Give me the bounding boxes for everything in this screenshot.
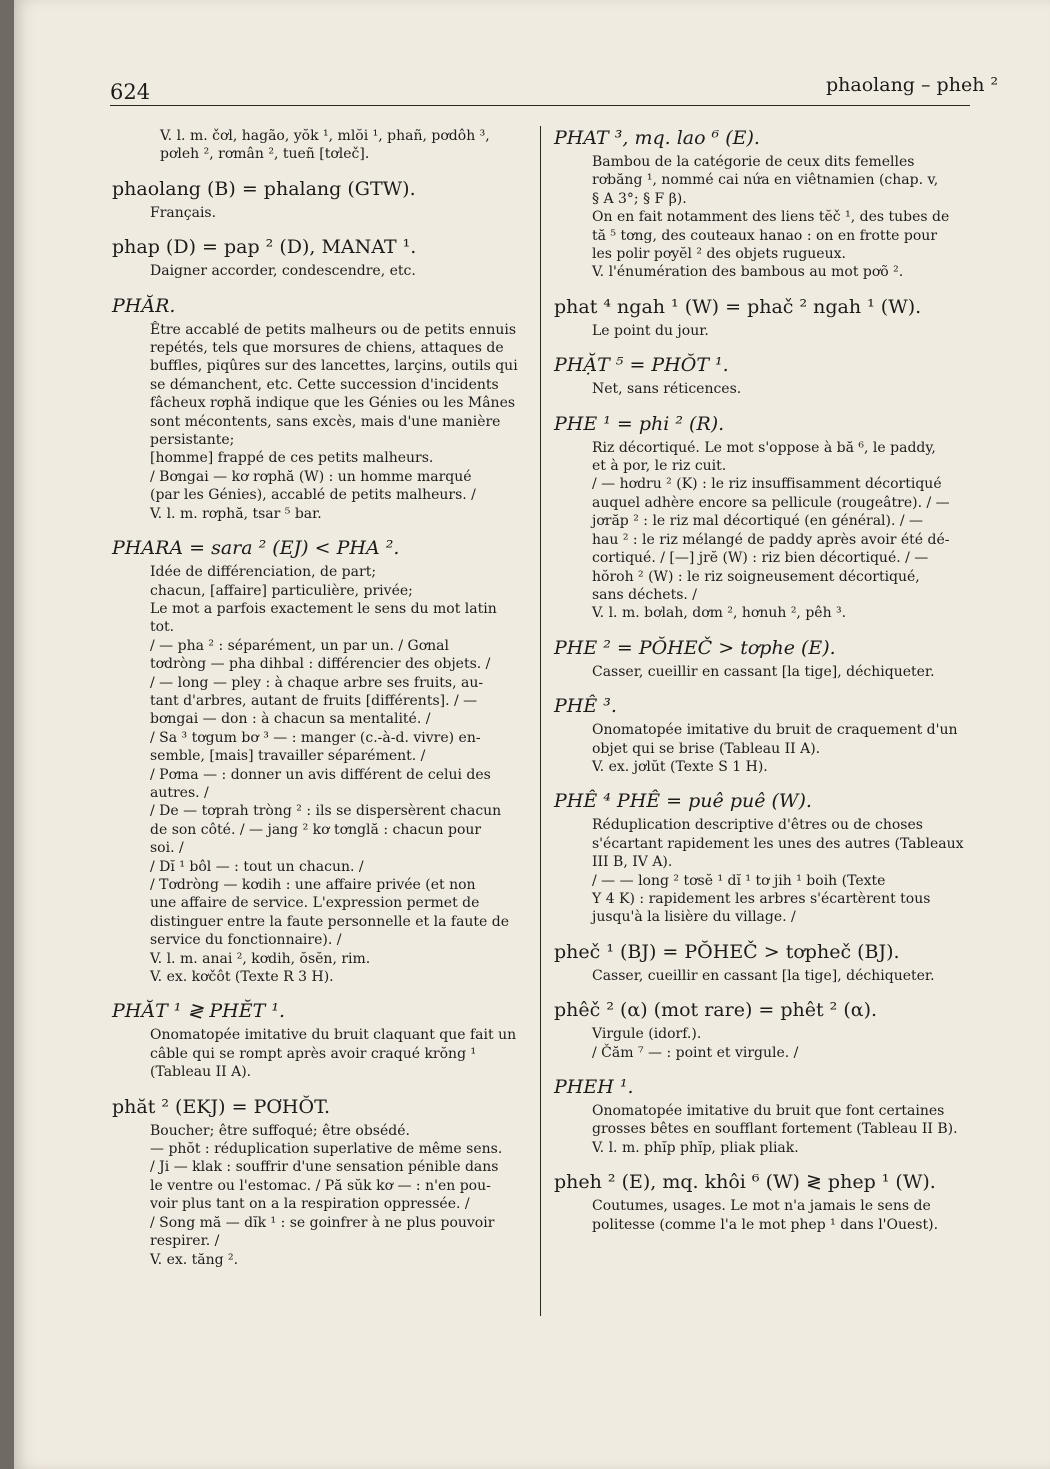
definition-line: repétés, tels que morsures de chiens, attaques de	[150, 340, 504, 357]
definition-line: auquel adhère encore sa pellicule (rougeâtre). / —	[592, 494, 950, 511]
definition-line: (Tableau II A).	[150, 1064, 252, 1081]
entry-headword: pheh ² (E), mq. khôi ⁶ (W) ≷ phep ¹ (W).	[554, 1171, 936, 1194]
definition-line: (par les Génies), accablé de petits malheurs. /	[150, 487, 476, 504]
definition-line: Le mot a parfois exactement le sens du mot latin	[150, 600, 497, 617]
definition-line: / Song mă — dĭk ¹ : se goinfrer à ne plus pouvoir	[150, 1214, 495, 1231]
dictionary-entry	[554, 412, 971, 623]
entry-definition	[592, 721, 971, 776]
definition-line: Onomatopée imitative du bruit de craquement d'un	[592, 722, 958, 739]
definition-line: buffles, piqûres sur des lancettes, larçins, outils qui	[150, 358, 518, 375]
definition-line: hŏroh ² (W) : le riz soigneusement décortiqué,	[592, 568, 920, 585]
definition-line: persistante;	[150, 432, 235, 449]
definition-line: câble qui se rompt après avoir craqué krŏng ¹	[150, 1045, 477, 1062]
definition-line: V. l. m. čơl, hagão, yŏk ¹, mlŏi ¹, phañ, pơdôh ³,	[160, 128, 490, 144]
definition-line: grosses bêtes en soufflant fortement (Tableau II B).	[592, 1121, 958, 1138]
right-column	[554, 126, 971, 1247]
definition-line: politesse (comme l'a le mot phep ¹ dans l'Ouest).	[592, 1216, 939, 1233]
definition-line: / — long — pley : à chaque arbre ses fruits, au-	[150, 674, 484, 691]
definition-line: V. l. m. rơphă, tsar ⁵ bar.	[150, 505, 322, 522]
definition-line: / Tơdròng — kơdih : une affaire privée (et non	[150, 877, 476, 893]
entry-headword: PHĂT ¹ ≷ PHĔT ¹.	[112, 1000, 285, 1023]
entry-headword: PHARA = sara ² (EJ) < PHA ².	[112, 537, 400, 560]
entry-headword: phăt ² (EKJ) = PƠHŎT.	[112, 1095, 330, 1118]
entry-definition	[150, 563, 532, 986]
definition-line: sont mécontents, sans excès, mais d'une manière	[150, 413, 501, 430]
definition-line: Virgule (idorf.).	[592, 1026, 702, 1043]
definition-line: / — pha ² : séparément, un par un. / Gơnal	[150, 637, 449, 654]
left-column	[112, 127, 532, 1282]
definition-line: / De — tơprah tròng ² : ils se dispersèrent chacun	[150, 803, 502, 820]
entry-definition	[150, 321, 532, 523]
definition-line: Casser, cueillir en cassant [la tige], déchiqueter.	[592, 967, 935, 984]
definition-line: soi. /	[150, 840, 184, 857]
entry-headword: phaolang (B) = phalang (GTW).	[112, 177, 416, 200]
definition-line: de son côté. / — jang ² kơ tơnglă : chacun pour	[150, 821, 482, 838]
entry-definition	[592, 1102, 971, 1157]
definition-line: le ventre ou l'estomac. / Pă sŭk kơ — : n'en pou-	[150, 1177, 491, 1194]
definition-line: semble, [mais] travailler séparément. /	[150, 748, 426, 765]
dictionary-entry	[554, 1075, 971, 1157]
definition-line: V. ex. jơlŭt (Texte S 1 H).	[592, 758, 768, 775]
definition-line: s'écartant rapidement les unes des autres (Tableaux	[592, 835, 964, 852]
entry-headword: PHẶT ⁵ = PHŎT ¹.	[554, 354, 729, 377]
definition-line: rơbăng ¹, nommé cai nứa en viêtnamien (chap. v,	[592, 172, 939, 189]
entry-definition	[150, 262, 532, 280]
definition-line: Onomatopée imitative du bruit que font certaines	[592, 1103, 945, 1119]
dictionary-entry	[112, 536, 532, 986]
definition-line: Y 4 K) : rapidement les arbres s'écartèrent tous	[592, 890, 931, 907]
dictionary-entry	[554, 295, 971, 340]
entry-headword: PHE ¹ = phi ² (R).	[554, 412, 725, 435]
definition-line: se démanchent, etc. Cette succession d'incidents	[150, 376, 499, 393]
definition-line: Être accablé de petits malheurs ou de petits ennuis	[150, 321, 517, 338]
running-head: phaolang – pheh ²	[826, 74, 999, 96]
definition-line: autres. /	[150, 784, 209, 801]
definition-line: / Dĭ ¹ bôl — : tout un chacun. /	[150, 858, 364, 875]
dictionary-entry	[554, 694, 971, 776]
page-number: 624	[110, 80, 151, 104]
entry-headword: phêč ² (α) (mot rare) = phêt ² (α).	[554, 999, 878, 1022]
definition-line: Net, sans réticences.	[592, 381, 742, 398]
entry-definition	[592, 322, 971, 340]
entry-definition	[592, 439, 971, 623]
entry-headword: pheč ¹ (BJ) = PŎHEČ > tơpheč (BJ).	[554, 940, 900, 963]
column-divider	[540, 126, 541, 1316]
definition-line: et à por, le riz cuit.	[592, 458, 727, 475]
definition-line: Onomatopée imitative du bruit claquant que fait un	[150, 1027, 517, 1044]
entry-definition	[150, 1122, 532, 1269]
entry-headword: PHAT ³, mq. lao ⁶ (E).	[554, 127, 760, 149]
definition-line: Daigner accorder, condescendre, etc.	[150, 263, 416, 280]
dictionary-entry	[554, 126, 971, 282]
definition-line: Riz décortiqué. Le mot s'oppose à bă ⁶, le paddy,	[592, 439, 936, 456]
definition-line: jơrăp ² : le riz mal décortiqué (en général). / —	[592, 513, 924, 530]
definition-line: bơngai — don : à chacun sa mentalité. /	[150, 711, 431, 728]
dictionary-entry	[112, 177, 532, 222]
entry-definition	[592, 1197, 971, 1234]
entry-definition	[592, 153, 971, 282]
entry-headword: PHEH ¹.	[554, 1076, 634, 1098]
definition-line: une affaire de service. L'expression permet de	[150, 895, 480, 912]
definition-line: / Čăm ⁷ — : point et virgule. /	[592, 1044, 799, 1061]
entry-headword: PHE ² = PŎHEČ > tơphe (E).	[554, 636, 836, 659]
definition-line: objet qui se brise (Tableau II A).	[592, 740, 821, 757]
dictionary-entry	[554, 998, 971, 1062]
definition-line: pơleh ², rơmân ², tueñ [tơleč].	[160, 146, 370, 163]
definition-line: Bambou de la catégorie de ceux dits femelles	[592, 154, 915, 170]
definition-line: / Sa ³ tơgum bơ ³ — : manger (c.-à-d. vivre) en-	[150, 729, 481, 746]
definition-line: hau ² : le riz mélangé de paddy après avoir été dé-	[592, 531, 950, 548]
definition-line: sans déchets. /	[592, 586, 697, 603]
definition-line: Casser, cueillir en cassant [la tige], déchiqueter.	[592, 663, 935, 680]
dictionary-entry	[112, 294, 532, 523]
definition-line: tant d'arbres, autant de fruits [différents]. / —	[150, 692, 478, 709]
definition-line: V. ex. tăng ².	[150, 1251, 239, 1268]
definition-line: Coutumes, usages. Le mot n'a jamais le sens de	[592, 1198, 931, 1215]
definition-line: On en fait notamment des liens tĕč ¹, des tubes de	[592, 209, 950, 226]
entry-headword: PHÊ ⁴ PHÊ = puê puê (W).	[554, 790, 812, 813]
definition-line: V. l. m. bơlah, dơm ², hơnuh ², pêh ³.	[592, 605, 847, 622]
definition-line: V. l. m. anai ², kơdih, ŏsĕn, rim.	[150, 950, 371, 967]
dictionary-entry	[554, 353, 971, 398]
dictionary-entry	[554, 789, 971, 926]
book-page	[14, 0, 1050, 1469]
header-rule	[110, 105, 970, 106]
definition-line: service du fonctionnaire). /	[150, 932, 342, 949]
definition-line: distinguer entre la faute personnelle et la faute de	[150, 913, 510, 930]
definition-line: tơdròng — pha dihbal : différencier des objets. /	[150, 656, 491, 673]
definition-line: cortiqué. / [—] jrĕ (W) : riz bien décortiqué. / —	[592, 550, 929, 567]
definition-line: III B, IV A).	[592, 854, 673, 871]
entry-definition	[592, 380, 971, 398]
definition-line: / — hơdru ² (K) : le riz insuffisamment décortiqué	[592, 476, 942, 493]
definition-line: § A 3°; § F β).	[592, 190, 687, 207]
entry-headword: phat ⁴ ngah ¹ (W) = phač ² ngah ¹ (W).	[554, 295, 922, 318]
entry-definition	[592, 1025, 971, 1062]
definition-line: Boucher; être suffoqué; être obsédé.	[150, 1122, 410, 1139]
definition-line: tot.	[150, 619, 175, 636]
definition-line: V. l'énumération des bambous au mot pơõ ².	[592, 264, 904, 281]
definition-line: / Pơma — : donner un avis différent de celui des	[150, 766, 491, 783]
dictionary-entry	[554, 1170, 971, 1234]
entry-headword: PHÊ ³.	[554, 695, 617, 718]
definition-line: Le point du jour.	[592, 322, 709, 339]
definition-line: [homme] frappé de ces petits malheurs.	[150, 450, 434, 467]
entry-definition	[150, 1026, 532, 1081]
definition-line: V. l. m. phĭp phĭp, pliak pliak.	[592, 1139, 799, 1156]
definition-line: / Bơngai — kơ rơphă (W) : un homme marqué	[150, 468, 472, 485]
entry-definition	[160, 127, 532, 164]
definition-line: fâcheux rơphă indique que les Génies ou les Mânes	[150, 395, 516, 412]
dictionary-entry	[554, 940, 971, 985]
entry-definition	[592, 663, 971, 681]
definition-line: Idée de différenciation, de part;	[150, 564, 377, 581]
entry-headword: phap (D) = pap ² (D), MANAT ¹.	[112, 236, 417, 259]
entry-definition	[592, 967, 971, 985]
definition-line: tă ⁵ tơng, des couteaux hanao : on en frotte pour	[592, 227, 938, 244]
dictionary-entry	[112, 999, 532, 1081]
dictionary-entry	[112, 127, 532, 164]
entry-headword: PHĂR.	[112, 294, 176, 317]
entry-definition	[592, 816, 971, 926]
definition-line: / — — long ² tơsĕ ¹ dĭ ¹ tơ jih ¹ boih (Texte	[592, 872, 886, 889]
definition-line: chacun, [affaire] particulière, privée;	[150, 582, 413, 599]
definition-line: Français.	[150, 204, 217, 221]
definition-line: V. ex. kơčôt (Texte R 3 H).	[150, 969, 334, 986]
definition-line: / Ji — klak : souffrir d'une sensation pénible dans	[150, 1159, 499, 1176]
dictionary-entry	[554, 636, 971, 681]
definition-line: les polir pơyĕl ² des objets rugueux.	[592, 246, 846, 263]
definition-line: voir plus tant on a la respiration oppressée. /	[150, 1196, 470, 1213]
entry-definition	[150, 204, 532, 222]
dictionary-entry	[112, 235, 532, 280]
dictionary-entry	[112, 1095, 532, 1269]
definition-line: jusqu'à la lisière du village. /	[592, 909, 796, 926]
definition-line: respirer. /	[150, 1233, 220, 1250]
definition-line: Réduplication descriptive d'êtres ou de choses	[592, 817, 923, 834]
definition-line: — phŏt : réduplication superlative de même sens.	[150, 1141, 503, 1158]
